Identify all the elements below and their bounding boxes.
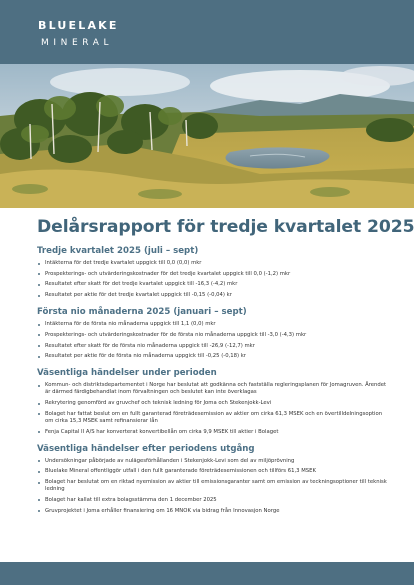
header-bar	[0, 0, 414, 64]
list-item: Rekrytering genomförd av gruvchef och teknisk ledning för Joma och Stekenjokk-Levi	[37, 400, 389, 407]
list-item: Resultatet efter skatt för de första nio månaderna uppgick till -26,9 (-12,7) mkr	[37, 343, 389, 350]
list-item: Bolaget har beslutat om en riktad nyemission av aktier till emissionsgaranter samt om emission av teckningsoptioner till teknisk ledning	[37, 479, 389, 493]
bullet-list-events-period	[37, 382, 389, 435]
list-item: Resultatet efter skatt för det tredje kvartalet uppgick till -16,3 (-4,2) mkr	[37, 281, 389, 288]
list-item: Intäkterna för de första nio månaderna uppgick till 1,1 (0,0) mkr	[37, 321, 389, 328]
logo-name: BLUELAKE	[38, 19, 119, 32]
page-title: Delårsrapport för tredje kvartalet 2025	[37, 217, 414, 237]
list-item: Gruvprojektet i Joma erhåller finansiering om 16 MNOK via bidrag från Innovasjon Norge	[37, 508, 389, 515]
footer-bar	[0, 562, 414, 585]
landscape-photo	[0, 64, 414, 208]
section-heading-events-period: Väsentliga händelser under perioden	[37, 368, 217, 379]
bullet-list-q3	[37, 260, 389, 299]
list-item: Resultatet per aktie för det tredje kvartalet uppgick till -0,15 (-0,04) kr	[37, 292, 389, 299]
list-item: Fenja Capital II A/S har konverterat konvertibellån om cirka 9,9 MSEK till aktier i Bolaget	[37, 429, 389, 436]
logo-sub: MINERAL	[41, 38, 114, 48]
section-heading-q3: Tredje kvartalet 2025 (juli – sept)	[37, 246, 199, 256]
list-item: Bolaget har fattat beslut om en fullt garanterad företrädesemission av aktier om cirka 61,3 MSEK och en övertilldelningsoption om cirka 15,3 MSEK samt refinansierar lån	[37, 411, 389, 425]
section-heading-events-after: Väsentliga händelser efter periodens utgång	[37, 443, 255, 454]
list-item: Bolaget har kallat till extra bolagsstämma den 1 december 2025	[37, 497, 389, 504]
list-item: Intäkterna för det tredje kvartalet uppgick till 0,0 (0,0) mkr	[37, 260, 389, 267]
list-item: Prospekterings- och utvärderingskostnader för de första nio månaderna uppgick till -3,0 (-4,3) mkr	[37, 332, 389, 339]
bullet-list-events-after	[37, 458, 389, 515]
list-item: Bluelake Mineral offentliggör utfall i den fullt garanterade företrädesemissionen och tillförs 61,3 MSEK	[37, 468, 389, 475]
list-item: Kommun- och distriktsdepartementet i Norge har beslutat att godkänna och fastställa regleringsplanen för Jomagruven. Ärendet är därmed färdigbehandlat inom förvaltningen och beslutet kan inte överklagas	[37, 382, 389, 396]
bullet-list-nine-months	[37, 321, 389, 360]
bluelake-logo	[38, 20, 119, 49]
list-item: Prospekterings- och utvärderingskostnader för det tredje kvartalet uppgick till 0,0 (-1,2) mkr	[37, 271, 389, 278]
list-item: Resultatet per aktie för de första nio månaderna uppgick till -0,25 (-0,18) kr	[37, 353, 389, 360]
list-item: Undersökningar påbörjade av nulägesförhållanden i Stekenjokk-Levi som del av miljöprövning	[37, 458, 389, 465]
section-heading-nine-months: Första nio månaderna 2025 (januari – sept)	[37, 307, 247, 318]
report-content	[37, 216, 414, 522]
